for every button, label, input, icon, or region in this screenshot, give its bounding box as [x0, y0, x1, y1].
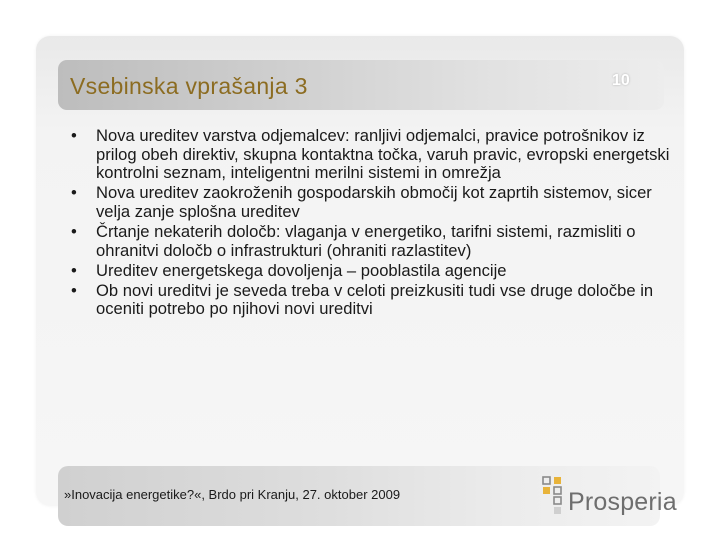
- slide-number: 10: [612, 72, 630, 89]
- bullet-marker: •: [71, 183, 77, 203]
- bullet-item: [70, 262, 670, 281]
- logo-wordmark: Prosperia: [568, 488, 677, 516]
- bullet-text: Nova ureditev varstva odjemalcev: ranljivi odjemalci, pravice potrošnikov iz prilog obeh direktiv, skupna kontaktna točka, varuh pravic, evropski energetski kontrolni seznam, inteligentni merilni sistemi in omrežja: [96, 126, 670, 183]
- bullet-item: [70, 223, 670, 260]
- bullet-item: [70, 282, 670, 319]
- bullet-item: [70, 184, 670, 221]
- bullet-text: Ureditev energetskega dovoljenja – pooblastila agencije: [96, 260, 507, 280]
- bullet-text: Nova ureditev zaokroženih gospodarskih območij kot zaprtih sistemov, sicer velja zanje splošna ureditev: [96, 183, 652, 221]
- slide-title: Vsebinska vprašanja 3: [70, 73, 308, 99]
- bullet-marker: •: [71, 260, 77, 280]
- bullet-marker: •: [71, 280, 77, 300]
- footer-text: »Inovacija energetike?«, Brdo pri Kranju, 27. oktober 2009: [64, 487, 401, 502]
- bullet-list: [70, 127, 670, 320]
- bullet-item: [70, 127, 670, 183]
- bullet-text: Ob novi ureditvi je seveda treba v celoti preizkusiti tudi vse druge določbe in oceniti potrebo po njihovi novi ureditvi: [96, 280, 654, 319]
- bullet-marker: •: [71, 126, 77, 145]
- bullet-marker: •: [71, 221, 77, 241]
- bullet-text: Črtanje nekaterih določb: vlaganja v energetiko, tarifni sistemi, razmisliti o ohranitvi določb o infrastrukturi (ohraniti razlastitev): [96, 221, 636, 260]
